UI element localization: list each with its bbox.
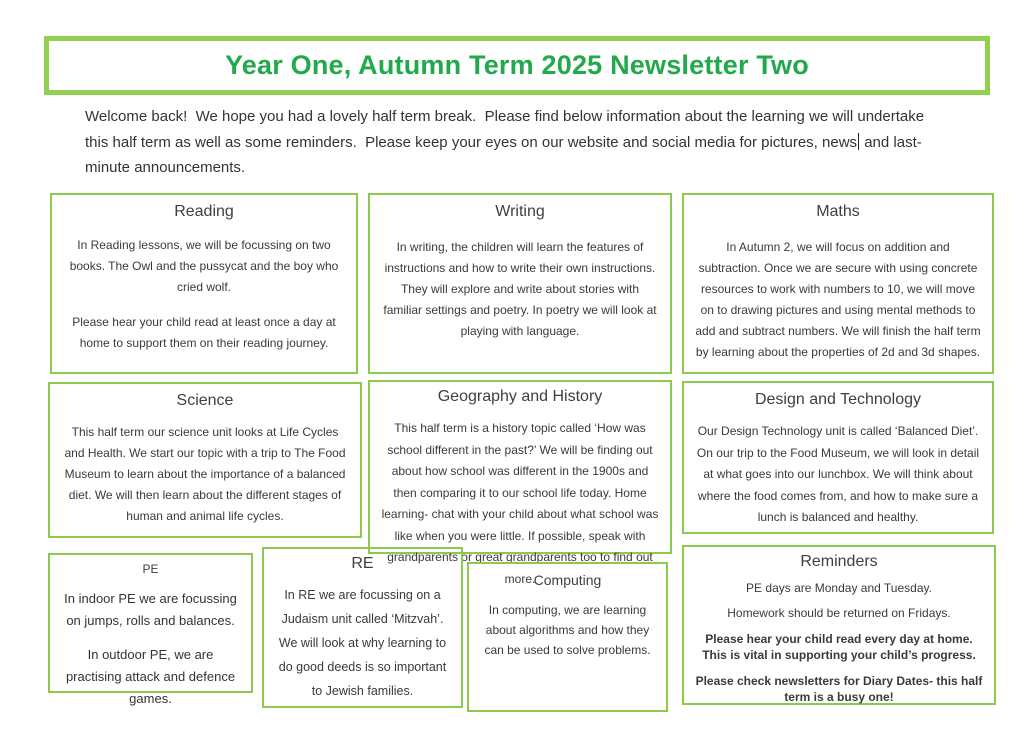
page-title: Year One, Autumn Term 2025 Newsletter Two (225, 50, 809, 80)
subject-box-design-technology (682, 381, 994, 534)
box-text: In RE we are focussing on a Judaism unit called ‘Mitzvah’. We will look at why learning to do good deeds is so important to Jewish families. (278, 588, 447, 698)
reminder-line: PE days are Monday and Tuesday. (746, 581, 932, 595)
box-title-reading: Reading (174, 203, 234, 220)
reminder-line-bold: Please check newsletters for Diary Dates- this half term is a busy one! (695, 674, 983, 704)
subject-box-pe (48, 553, 253, 706)
box-title-design-technology: Design and Technology (754, 391, 922, 408)
reminder-line-bold: Please hear your child read every day at home. This is vital in supporting your child’s progress. (702, 632, 976, 662)
subject-box-reading (50, 193, 358, 374)
box-text: In writing, the children will learn the features of instructions and how to write their own instructions. They will explore and write about stories with familiar settings and poetry. In poetry we will look at playing with language. (383, 240, 657, 338)
box-text: This half term our science unit looks at Life Cycles and Health. We start our topic with a trip to The Food Museum to learn about the importance of a balanced diet. We will then learn about the different stages of human and animal life cycles. (64, 425, 346, 523)
box-title-re: RE (351, 555, 374, 572)
reminders-box (682, 545, 996, 705)
box-title-geography-history: Geography and History (437, 388, 603, 405)
box-title-reminders: Reminders (800, 553, 878, 570)
box-text: Please hear your child read at least once a day at home to support them on their reading journey. (72, 315, 336, 350)
subject-box-computing (467, 562, 668, 712)
reminder-line: Homework should be returned on Fridays. (727, 606, 951, 620)
box-text: This half term is a history topic called ‘How was school different in the past?’ We will be finding out about how school was different in the 1900s and then comparing it to our school life today. Home learning- chat with your child about what school was like when you were little. If possible, speak with grandparents or great grandparents too to find out more. (381, 421, 659, 586)
box-text: Our Design Technology unit is called ‘Balanced Diet’. On our trip to the Food Museum, we will look in detail at what goes into our lunchbox. We will think about where the food comes from, and how to make sure a lunch is balanced and healthy. (696, 424, 980, 524)
text-cursor (858, 133, 859, 150)
intro-text-after-cursor: and last-minute announcements. (85, 133, 922, 176)
subject-box-science (48, 382, 362, 538)
subject-box-re (262, 547, 463, 708)
box-title-computing: Computing (533, 572, 602, 588)
box-title-pe: PE (142, 562, 159, 576)
intro-text-before-cursor: Welcome back! We hope you had a lovely half term break. Please find below information about the learning we will undertake this half term as well as some reminders. Please keep your eyes on our website and social media for pictures, news (85, 108, 929, 151)
title-banner (44, 36, 990, 95)
box-title-science: Science (176, 392, 234, 409)
box-text: In Reading lessons, we will be focussing on two books. The Owl and the pussycat and the boy who cried wolf. (69, 238, 339, 294)
subject-box-maths (682, 193, 994, 374)
box-text: In indoor PE we are focussing on jumps, rolls and balances. (64, 591, 237, 628)
intro-paragraph[interactable] (85, 104, 951, 181)
box-text: In Autumn 2, we will focus on addition and subtraction. Once we are secure with using concrete resources to work with numbers to 10, we will move on to drawing pictures and using mental methods to add and subtract numbers. We will finish the half term by learning about the properties of 2d and 3d shapes. (695, 240, 981, 359)
box-title-writing: Writing (495, 203, 545, 220)
subject-box-writing (368, 193, 672, 374)
box-title-maths: Maths (816, 203, 860, 220)
box-text: In outdoor PE, we are practising attack and defence games. (65, 647, 236, 706)
box-text: In computing, we are learning about algorithms and how they can be used to solve problems. (484, 603, 651, 657)
